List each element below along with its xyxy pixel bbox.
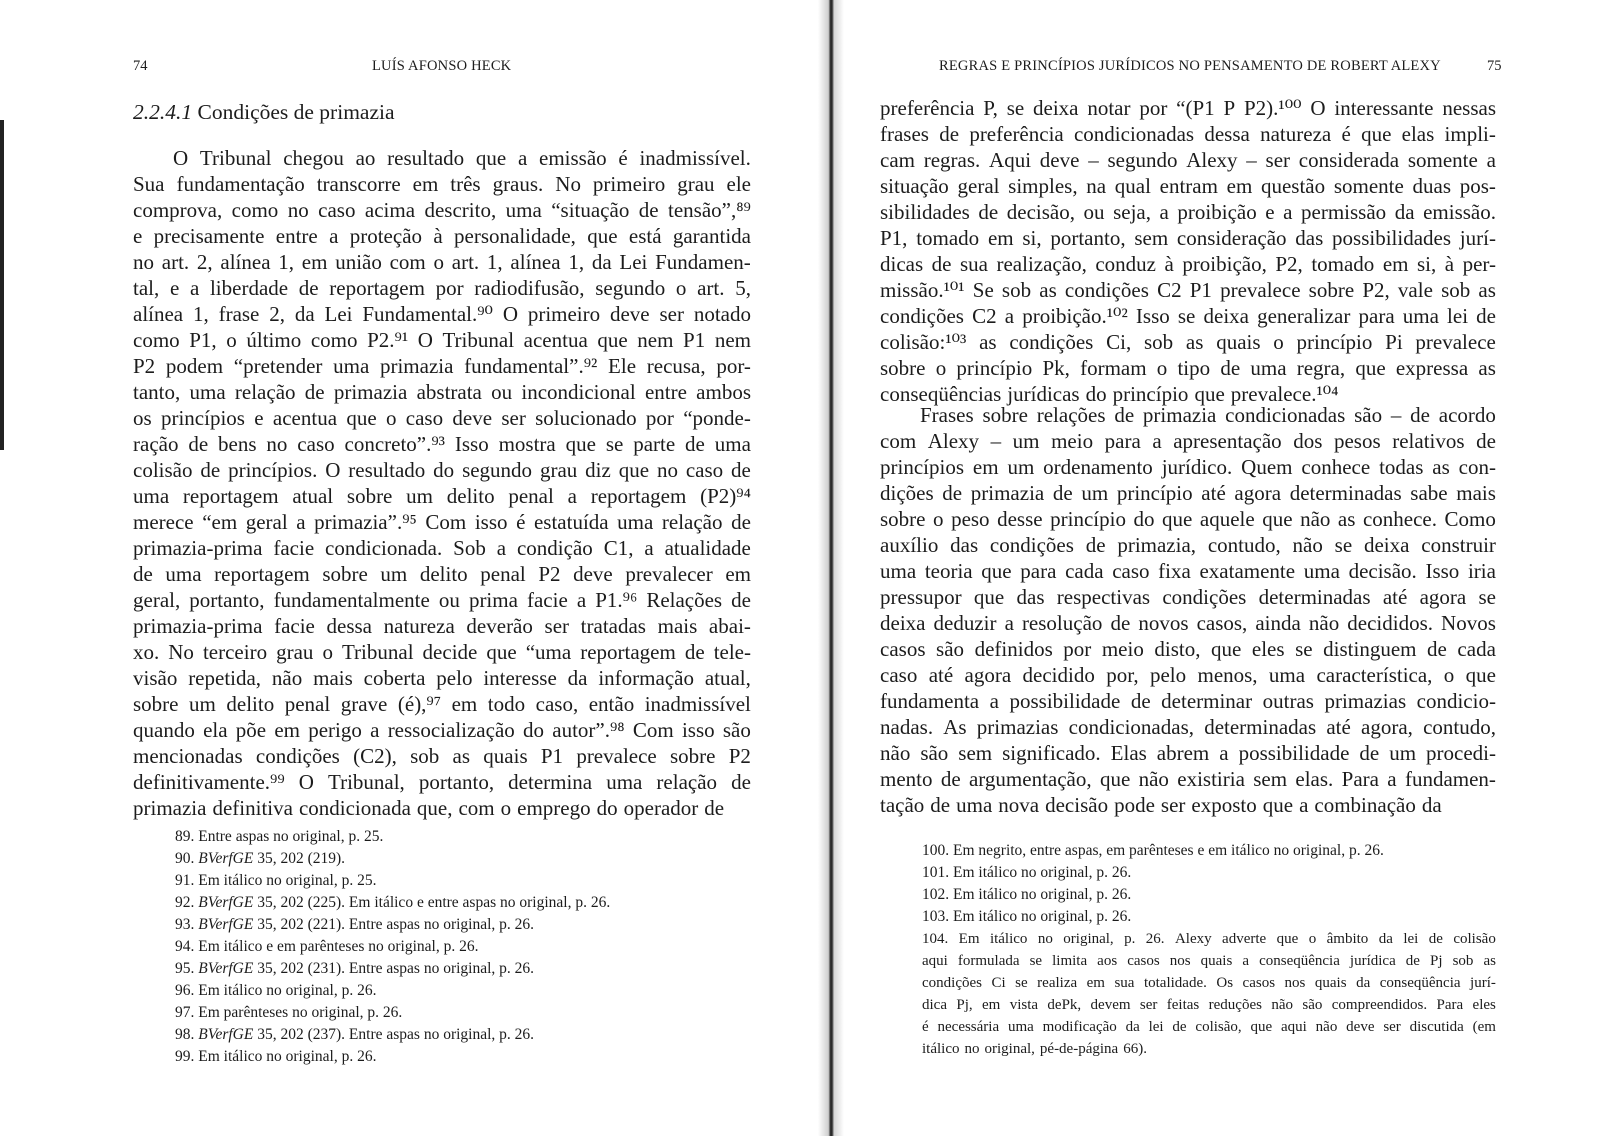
body-line: merece “em geral a primazia”.⁹⁵ Com isso é estatuída uma relação de xyxy=(133,510,751,534)
body-line: auxílio das condições de primazia, contudo, não se deixa construir xyxy=(880,533,1496,557)
footnotes xyxy=(175,826,735,1068)
body-line: colisão:¹⁰³ as condições Ci, sob as quais o princípio Pi prevalece xyxy=(880,330,1496,354)
footnote xyxy=(175,958,735,980)
running-head: LUÍS AFONSO HECK xyxy=(372,58,512,74)
footnote xyxy=(175,980,735,1002)
body-line: casos são definidos por meio disto, que eles se distinguem de cada xyxy=(880,637,1496,661)
footnote-number: 96. xyxy=(175,982,199,999)
footnote-number: 102. xyxy=(922,886,953,903)
footnote-number: 93. xyxy=(175,916,199,933)
footnote-text: 35, 202 (237). Entre aspas no original, p. 26. xyxy=(257,1026,535,1043)
footnote xyxy=(922,840,1496,862)
footnote xyxy=(175,892,735,914)
footnote xyxy=(175,1024,735,1046)
footnote xyxy=(175,936,735,958)
body-line: tanto, uma relação de primazia abstrata ou incondicional entre ambos xyxy=(133,380,751,404)
body-line: tal, e a liberdade de reportagem por radiodifusão, segundo o art. 5, xyxy=(133,276,751,300)
body-line: pressupor que das respectivas condições determinadas até agora se xyxy=(880,585,1496,609)
footnote-text: Em itálico no original, p. 26. xyxy=(953,864,1132,881)
footnote xyxy=(175,1002,735,1024)
footnote-number: 99. xyxy=(175,1048,199,1065)
footnote-text: 35, 202 (225). Em itálico e entre aspas no original, p. 26. xyxy=(257,894,611,911)
body-line: frases de preferência condicionadas dessa natureza é que elas impli- xyxy=(880,122,1496,146)
footnote-text: Em parênteses no original, p. 26. xyxy=(198,1004,403,1021)
footnote-text: 35, 202 (231). Entre aspas no original, p. 26. xyxy=(257,960,535,977)
body-text xyxy=(133,145,751,821)
book-spine xyxy=(818,0,844,1136)
footnote-line: é necessária uma modificação da lei de colisão, que aqui não deve ser discutida (em xyxy=(922,1019,1496,1035)
body-line: primazia-prima facie dessa natureza deverão ser tratadas mais abai- xyxy=(133,614,751,638)
footnote xyxy=(175,1046,735,1068)
body-line: mencionadas condições (C2), sob as quais P1 prevalece sobre P2 xyxy=(133,744,751,768)
footnote-line: aqui formulada se limita aos casos nos quais a conseqüência jurídica de Pj sob as xyxy=(922,953,1496,969)
footnote-number: 91. xyxy=(175,872,199,889)
body-line: sobre o peso desse princípio do que aquele que não as conhece. Como xyxy=(880,507,1496,531)
footnote xyxy=(175,848,735,870)
footnote-number: 103. xyxy=(922,908,953,925)
footnote xyxy=(922,906,1496,928)
section-title: Condições de primazia xyxy=(197,100,395,124)
footnote-number: 97. xyxy=(175,1004,199,1021)
body-line: com Alexy – um meio para a apresentação dos pesos relativos de xyxy=(880,429,1496,453)
body-line: definitivamente.⁹⁹ O Tribunal, portanto, determina uma relação de xyxy=(133,770,751,794)
footnote-number: 89. xyxy=(175,828,199,845)
footnote-text: Em itálico no original, p. 26. xyxy=(198,982,377,999)
page-number: 74 xyxy=(133,58,148,74)
body-line: Sua fundamentação transcorre em três graus. No primeiro grau ele xyxy=(133,172,751,196)
footnote-text: Em negrito, entre aspas, em parênteses e em itálico no original, p. 26. xyxy=(953,842,1384,859)
footnote-text: 35, 202 (219). xyxy=(257,850,346,867)
body-line: O Tribunal chegou ao resultado que a emissão é inadmissível. xyxy=(173,146,751,170)
body-line: sobre um delito penal grave (é),⁹⁷ em todo caso, então inadmissível xyxy=(133,692,751,716)
footnote-text: 35, 202 (221). Entre aspas no original, p. 26. xyxy=(257,916,535,933)
running-head: REGRAS E PRINCÍPIOS JURÍDICOS NO PENSAMENTO DE ROBERT ALEXY xyxy=(939,58,1441,74)
section-number: 2.2.4.1 xyxy=(133,100,193,124)
body-line: situação geral simples, na qual entram em questão somente duas pos- xyxy=(880,174,1496,198)
body-line: uma teoria que para cada caso fixa exatamente uma decisão. Isso iria xyxy=(880,559,1496,583)
footnote-citation: BVerfGE xyxy=(198,960,254,977)
body-line: dicas de sua realização, conduz à proibição, P2, tomado em si, à per- xyxy=(880,252,1496,276)
footnote-number: 101. xyxy=(922,864,953,881)
footnote-line: 104. Em itálico no original, p. 26. Alexy adverte que o âmbito da lei de colisão xyxy=(922,931,1496,947)
body-line: sibilidades de decisão, ou seja, a proibição e a permissão da emissão. xyxy=(880,200,1496,224)
body-line: ração de bens no caso concreto”.⁹³ Isso mostra que se parte de uma xyxy=(133,432,751,456)
body-line: alínea 1, frase 2, da Lei Fundamental.⁹⁰ O primeiro deve ser notado xyxy=(133,302,751,326)
section-heading xyxy=(133,100,395,125)
body-line: P2 podem “pretender uma primazia fundamental”.⁹² Ele recusa, por- xyxy=(133,354,751,378)
body-line: nadas. As primazias condicionadas, determinadas até agora, contudo, xyxy=(880,715,1496,739)
body-line: xo. No terceiro grau o Tribunal decide que “uma reportagem de tele- xyxy=(133,640,751,664)
body-line: e precisamente entre a proteção à personalidade, que está garantida xyxy=(133,224,751,248)
footnote-number: 92. xyxy=(175,894,199,911)
page-number: 75 xyxy=(1487,58,1502,74)
body-line: colisão de princípios. O resultado do segundo grau diz que no caso de xyxy=(133,458,751,482)
body-line: quando ela põe em perigo a ressocialização do autor”.⁹⁸ Com isso são xyxy=(133,718,751,742)
body-line: tação de uma nova decisão pode ser exposto que a combinação da xyxy=(880,793,1442,817)
footnote-text: Em itálico no original, p. 26. xyxy=(953,886,1132,903)
footnote-citation: BVerfGE xyxy=(198,1026,254,1043)
body-line: condições C2 a proibição.¹⁰² Isso se deixa generalizar para uma lei de xyxy=(880,304,1496,328)
body-line: de uma reportagem sobre um delito penal P2 deve prevalecer em xyxy=(133,562,751,586)
body-line: uma reportagem atual sobre um delito penal a reportagem (P2)⁹⁴ xyxy=(133,484,751,508)
footnote-citation: BVerfGE xyxy=(198,916,254,933)
body-line: primazia-prima facie condicionada. Sob a condição C1, a atualidade xyxy=(133,536,751,560)
footnote-text: Em itálico no original, p. 26. xyxy=(953,908,1132,925)
footnote-104 xyxy=(922,928,1496,1060)
body-line: Frases sobre relações de primazia condicionadas são – de acordo xyxy=(920,403,1496,427)
body-line: caso até agora decidido por, pelo menos, uma característica, o que xyxy=(880,663,1496,687)
footnote-line: dica Pj, em vista dePk, devem ser feitas reduções não são compreendidos. Para eles xyxy=(922,997,1496,1013)
footnote xyxy=(922,862,1496,884)
body-line: princípios em um ordenamento jurídico. Quem conhece todas as con- xyxy=(880,455,1496,479)
footnote-line: condições Ci se realiza em sua totalidade. Os casos nos quais da conseqüência jurí- xyxy=(922,975,1496,991)
body-line: mento de argumentação, que não existiria sem elas. Para a fundamen- xyxy=(880,767,1496,791)
body-line: como P1, o último como P2.⁹¹ O Tribunal acentua que nem P1 nem xyxy=(133,328,751,352)
body-paragraph-1 xyxy=(880,95,1496,407)
footnote-number: 95. xyxy=(175,960,199,977)
body-line: não são sem significado. Elas abrem a possibilidade de um procedi- xyxy=(880,741,1496,765)
body-paragraph-2 xyxy=(880,402,1496,818)
footnote xyxy=(175,870,735,892)
footnote-text: Entre aspas no original, p. 25. xyxy=(198,828,384,845)
footnotes xyxy=(922,840,1496,928)
footnote xyxy=(922,884,1496,906)
body-line: deixa deduzir a resolução de novos casos, ainda não decididos. Novos xyxy=(880,611,1496,635)
body-line: geral, portanto, fundamentalmente ou prima facie a P1.⁹⁶ Relações de xyxy=(133,588,751,612)
body-line: fundamenta a possibilidade de determinar outras primazias condicio- xyxy=(880,689,1496,713)
footnote xyxy=(175,914,735,936)
body-line: dições de primazia de um princípio até agora determinadas sabe mais xyxy=(880,481,1496,505)
footnote-number: 100. xyxy=(922,842,953,859)
body-line: comprova, como no caso acima descrito, uma “situação de tensão”,⁸⁹ xyxy=(133,198,751,222)
right-page xyxy=(842,0,1600,1136)
footnote-number: 98. xyxy=(175,1026,199,1043)
footnote-number: 94. xyxy=(175,938,199,955)
body-line: preferência P, se deixa notar por “(P1 P P2).¹⁰⁰ O interessante nessas xyxy=(880,96,1496,120)
footnote-citation: BVerfGE xyxy=(198,894,254,911)
body-line: missão.¹⁰¹ Se sob as condições C2 P1 prevalece sobre P2, vale sob as xyxy=(880,278,1496,302)
footnote xyxy=(175,826,735,848)
body-line: conseqüências jurídicas do princípio que prevalece.¹⁰⁴ xyxy=(880,382,1339,406)
body-line: no art. 2, alínea 1, em união com o art. 1, alínea 1, da Lei Fundamen- xyxy=(133,250,751,274)
body-line: primazia definitiva condicionada que, com o emprego do operador de xyxy=(133,796,725,820)
body-line: cam regras. Aqui deve – segundo Alexy – ser considerada somente a xyxy=(880,148,1496,172)
footnote-text: Em itálico e em parênteses no original, p. 26. xyxy=(198,938,479,955)
body-line: visão repetida, não mais coberta pelo interesse da informação atual, xyxy=(133,666,751,690)
footnote-line: itálico no original, pé-de-página 66). xyxy=(922,1041,1147,1057)
body-line: os princípios e acentua que o caso deve ser solucionado por “ponde- xyxy=(133,406,751,430)
body-line: P1, tomado em si, portanto, sem consideração das possibilidades jurí- xyxy=(880,226,1496,250)
footnote-text: Em itálico no original, p. 25. xyxy=(198,872,377,889)
body-line: sobre o princípio Pk, formam o tipo de uma regra, que expressa as xyxy=(880,356,1496,380)
footnote-number: 90. xyxy=(175,850,199,867)
footnote-text: Em itálico no original, p. 26. xyxy=(198,1048,377,1065)
footnote-citation: BVerfGE xyxy=(198,850,254,867)
